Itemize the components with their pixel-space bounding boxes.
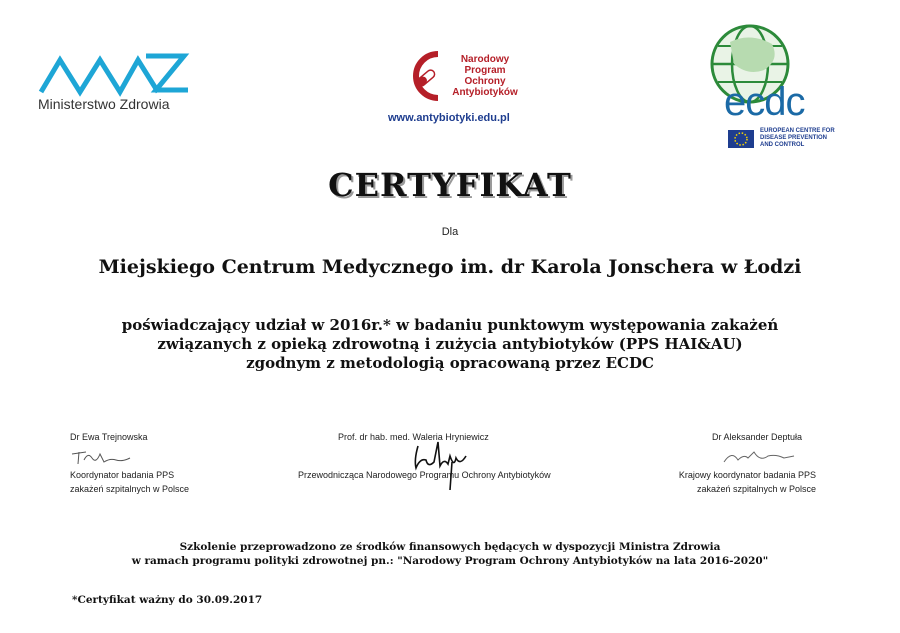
body-line: poświadczający udział w 2016r.* w badaniu punktowym występowania zakażeń [121,316,779,334]
signatory-1-name: Dr Ewa Trejnowska [70,432,148,442]
signatory-2-name: Prof. dr hab. med. Waleria Hryniewicz [338,432,489,442]
signatory-1-role: Koordynator badania PPS zakażeń szpitalnych w Polsce [70,470,190,494]
signature-2-icon [404,438,474,492]
certificate-body [0,316,900,373]
signature-1-icon [70,446,150,468]
npoa-url: www.antybiotyki.edu.pl [388,112,510,124]
signatory-3-name: Dr Aleksander Deptuła [712,432,803,442]
ecdc-logo-text: ecdc [724,80,805,124]
body-line: związanych z opieką zdrowotną i zużycia antybiotyków (PPS HAI&AU) [157,335,743,353]
signatory-3-role: Krajowy koordynator badania PPS zakażeń szpitalnych w Polsce [678,470,816,494]
signatory-2-role: Przewodnicząca Narodowego Programu Ochrony Antybiotyków [298,470,551,480]
for-label: Dla [441,226,459,238]
validity-note: *Certyfikat ważny do 30.09.2017 [72,594,263,606]
funding-note: Szkolenie przeprowadzono ze środków finansowych będących w dyspozycji Ministra Zdrowia w ramach programu polityki zdrowotnej pn.: "Narodowy Program Ochrony Antybiotyków na lata 2016-2020" [131,541,769,567]
recipient-name: Miejskiego Centrum Medycznego im. dr Karola Jonschera w Łodzi [98,256,802,278]
npoa-logo-text: Narodowy Program Ochrony Antybiotyków [452,54,518,98]
ecdc-subtitle: EUROPEAN CENTRE FOR DISEASE PREVENTION AND CONTROL [760,128,835,148]
body-line: zgodnym z metodologią opracowaną przez ECDC [246,354,654,372]
certificate-title: CERTYFIKAT [328,166,572,204]
ministry-logo-text: Ministerstwo Zdrowia [38,96,170,112]
signature-3-icon [720,446,800,468]
